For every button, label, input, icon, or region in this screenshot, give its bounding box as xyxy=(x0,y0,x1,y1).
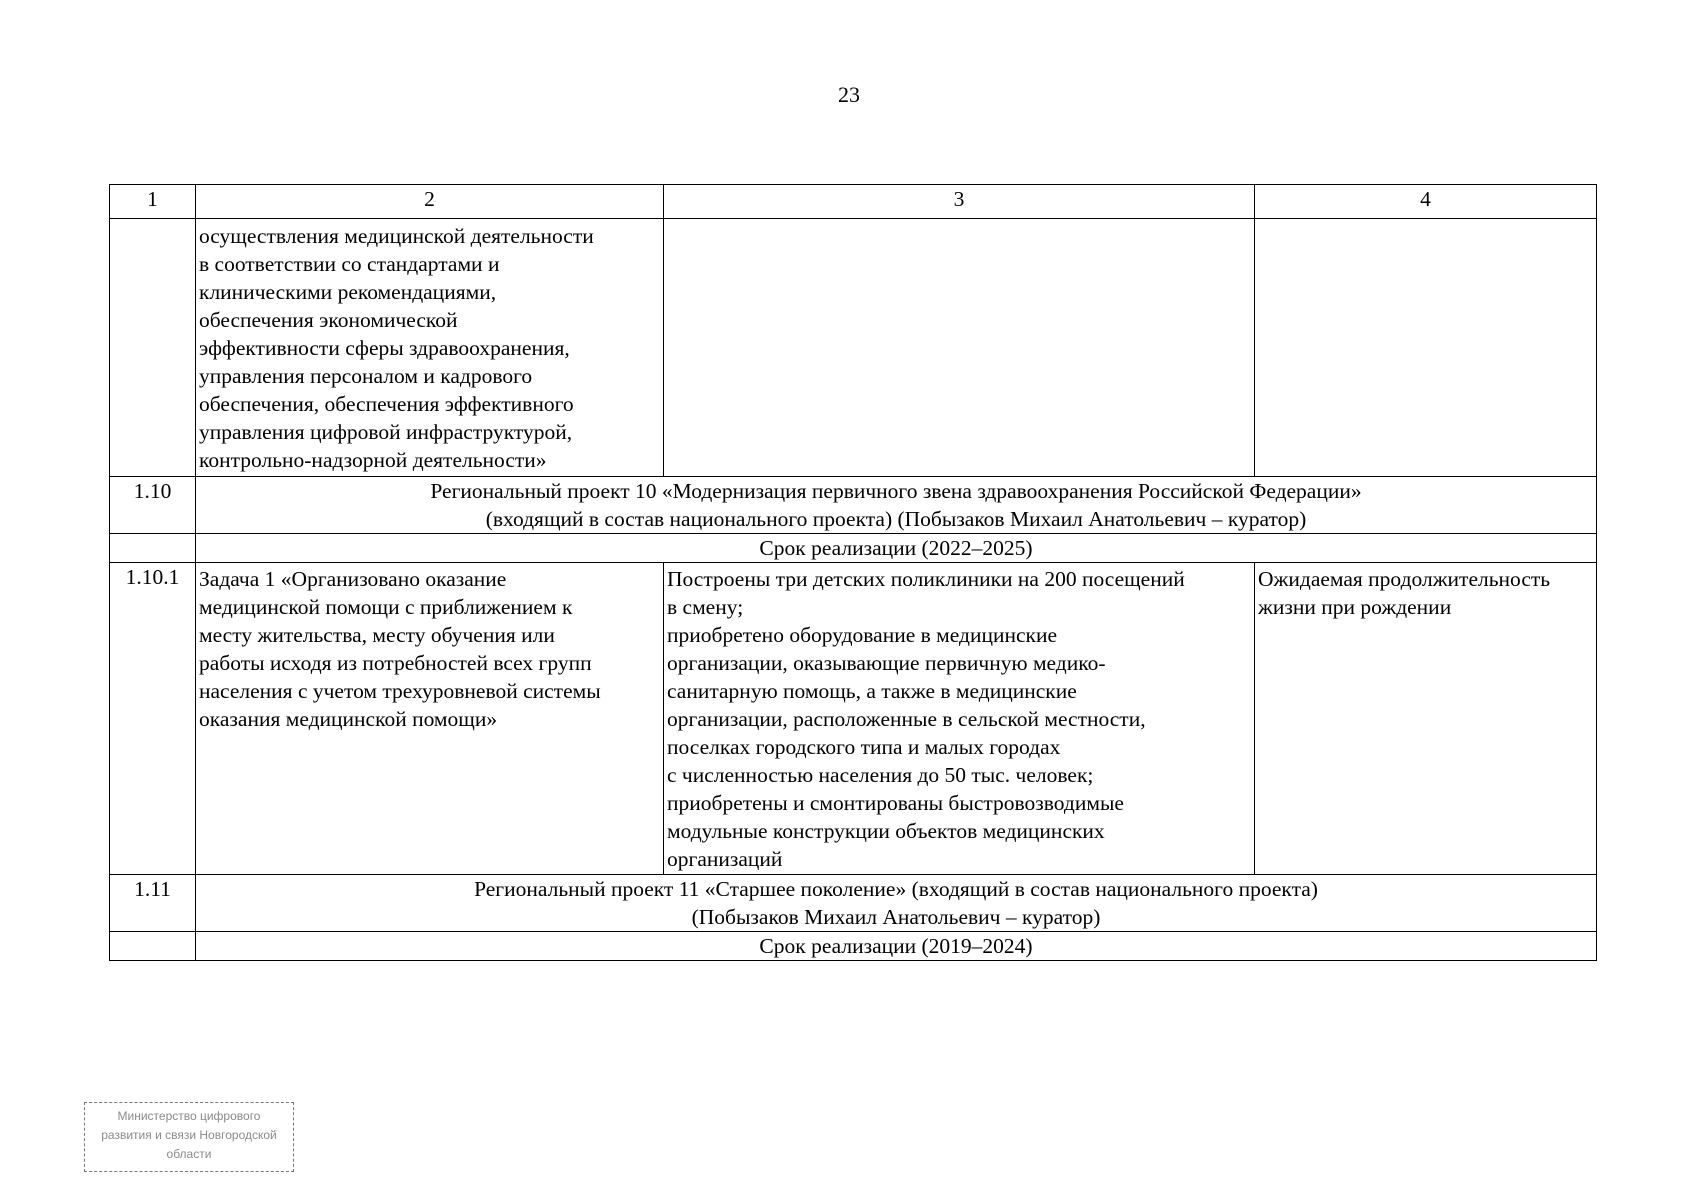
empty-cell xyxy=(664,219,1255,477)
stamp-line: Министерство цифрового xyxy=(117,1109,261,1123)
row-number-1-10: 1.10 xyxy=(110,477,196,534)
stamp-line: развития и связи Новгородской xyxy=(101,1128,277,1142)
project-11-term: Срок реализации (2019–2024) xyxy=(196,932,1597,961)
task-text-cell xyxy=(196,563,664,875)
row-number-cell xyxy=(110,534,196,563)
row-number-1-11: 1.11 xyxy=(110,875,196,932)
table-row-project-10 xyxy=(110,477,1597,534)
table-row-project-11-term xyxy=(110,932,1597,961)
table-row-project-10-term xyxy=(110,534,1597,563)
column-header-2: 2 xyxy=(196,185,664,219)
continuation-text: осуществления медицинской деятельности в соответствии со стандартами и клиническими рекомендациями, обеспечения экономической эффективности сферы здравоохранения, управления персоналом и кадрового обеспечения, обеспечения эффективного управления цифровой инфраструктурой, контрольно-надзорной деятельности» xyxy=(199,224,594,472)
column-header-3: 3 xyxy=(664,185,1255,219)
page-number: 23 xyxy=(838,82,860,107)
task-results: Построены три детских поликлиники на 200 посещений в смену; приобретено оборудование в медицинские организации, оказывающие первичную медико- санитарную помощь, а также в медицинские организации, расположенные в сельской местности, поселках городского типа и малых городах с численностью населения до 50 тыс. человек; приобретены и смонтированы быстровозводимые модульные конструкции объектов медицинских организаций xyxy=(667,567,1185,871)
measures-table xyxy=(109,184,1597,961)
empty-cell xyxy=(1255,219,1597,477)
stamp-line: области xyxy=(166,1147,212,1161)
continuation-text-cell xyxy=(196,219,664,477)
row-number-cell xyxy=(110,219,196,477)
row-number-cell xyxy=(110,932,196,961)
task-results-cell xyxy=(664,563,1255,875)
project-11-title-cell xyxy=(196,875,1597,932)
project-10-term: Срок реализации (2022–2025) xyxy=(196,534,1597,563)
project-11-title: Региональный проект 11 «Старшее поколение» (входящий в состав национального проекта) (Побызаков Михаил Анатольевич – куратор) xyxy=(474,877,1318,929)
project-10-title: Региональный проект 10 «Модернизация первичного звена здравоохранения Российской Федерации» (входящий в состав национального проекта) (Побызаков Михаил Анатольевич – куратор) xyxy=(430,479,1362,531)
table-row-continuation xyxy=(110,219,1597,477)
document-stamp xyxy=(84,1102,294,1172)
table-row-project-11 xyxy=(110,875,1597,932)
task-indicator-cell xyxy=(1255,563,1597,875)
table-row-task-1-10-1 xyxy=(110,563,1597,875)
column-header-1: 1 xyxy=(110,185,196,219)
table-header-row xyxy=(110,185,1597,219)
task-indicator: Ожидаемая продолжительность жизни при рождении xyxy=(1258,567,1551,619)
column-header-4: 4 xyxy=(1255,185,1597,219)
task-text: Задача 1 «Организовано оказание медицинской помощи с приближением к месту жительства, месту обучения или работы исходя из потребностей всех групп населения с учетом трехуровневой системы оказания медицинской помощи» xyxy=(199,567,601,731)
row-number-1-10-1: 1.10.1 xyxy=(110,563,196,875)
project-10-title-cell xyxy=(196,477,1597,534)
